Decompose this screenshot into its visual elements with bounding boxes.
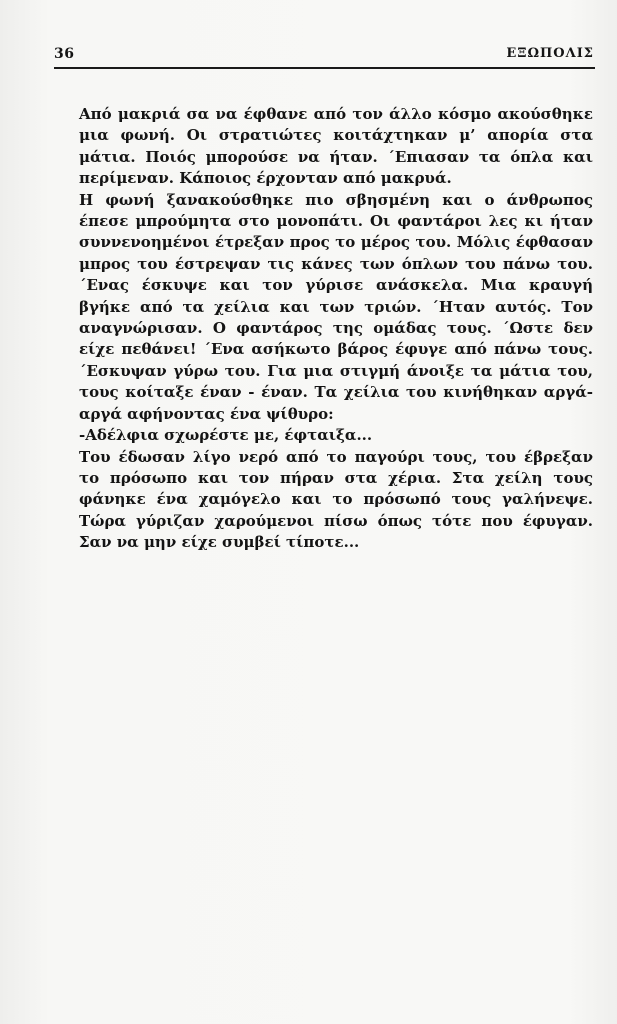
paragraph-2: Η φωνή ξανακούσθηκε πιο σβησμένη και ο άνθρωπος έπεσε μπρούμητα στο μονοπάτι. Οι φαντάροι λες κι ήταν συννενοημένοι έτρεξαν προς το μέρος του. Μόλις έφθασαν μπρος του έστρεψαν τις κάνες των όπλων του πάνω του. ΄Ενας έσκυψε και τον γύρισε ανάσκελα. Μια κραυγή βγήκε από τα χείλια και των τριών. ΄Ηταν αυτός. Τον αναγνώρισαν. Ο φαντάρος της ομάδας τους. ΄Ωστε δεν είχε πεθάνει! ΄Ενα ασήκωτο βάρος έφυγε από πάνω τους. ΄Εσκυψαν γύρω του. Για μια στιγμή άνοιξε τα μάτια του, τους κοίταξε έναν - έναν. Τα χείλια του κινήθηκαν αργά-αργά αφήνοντας ένα ψίθυρο: <box>79 190 593 423</box>
paragraph-3: -Αδέλφια σχωρέστε με, έφταιξα... <box>79 426 373 445</box>
paragraph-1: Από μακριά σα να έφθανε από τον άλλο κόσμο ακούσθηκε μια φωνή. Οι στρατιώτες κοιτάχτηκαν μ’ απορία στα μάτια. Ποιός μπορούσε να ήταν. ΄Επιασαν τα όπλα και περίμεναν. Κάποιος έρχονταν από μακρυά. <box>79 105 593 188</box>
body-text <box>79 104 593 554</box>
page-header <box>54 44 594 66</box>
paragraph-4: Του έδωσαν λίγο νερό από το παγούρι τους, του έβρεξαν το πρόσωπο και τον πήραν στα χέρια. Στα χείλη τους φάνηκε ένα χαμόγελο και το πρόσωπό τους γαλήνεψε. Τώρα γύριζαν χαρούμενοι πίσω όπως τότε που έφυγαν. Σαν να μην είχε συμβεί τίποτε... <box>79 447 593 552</box>
header-rule <box>54 67 595 69</box>
page-number: 36 <box>54 46 75 62</box>
running-head: ΕΞΩΠΟΛΙΣ <box>506 46 594 61</box>
